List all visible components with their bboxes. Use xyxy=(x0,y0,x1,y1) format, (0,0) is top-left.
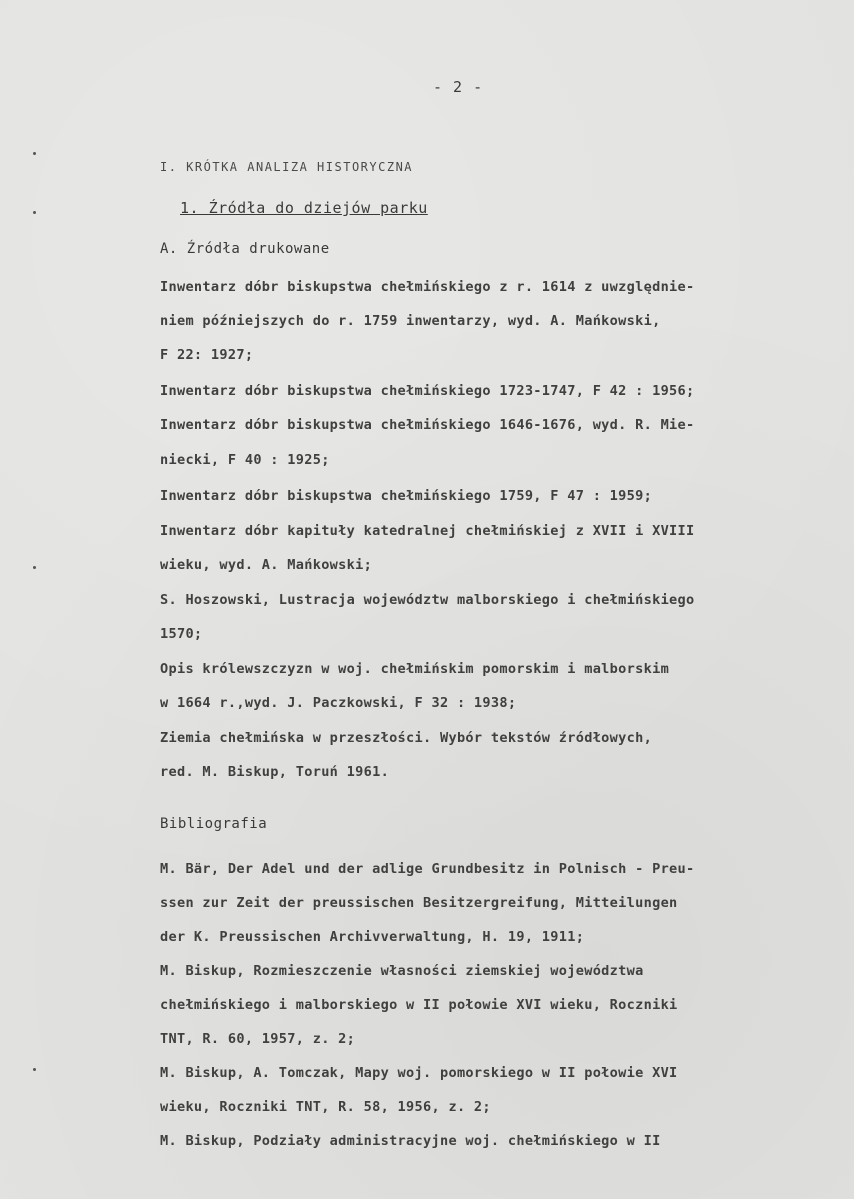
margin-mark xyxy=(33,566,36,569)
text-line: M. Biskup, Rozmieszczenie własności ziemskiej województwa xyxy=(160,963,644,979)
text-line: Ziemia chełmińska w przeszłości. Wybór tekstów źródłowych, xyxy=(160,730,653,746)
text-line: der K. Preussischen Archivverwaltung, H. 19, 1911; xyxy=(160,929,585,945)
text-line: chełmińskiego i malborskiego w II połowie XVI wieku, Roczniki xyxy=(160,997,678,1013)
text-line: ssen zur Zeit der preussischen Besitzergreifung, Mitteilungen xyxy=(160,895,678,911)
text-line: niecki, F 40 : 1925; xyxy=(160,452,330,468)
printed-sources-label: A. Źródła drukowane xyxy=(160,241,330,257)
text-line: Inwentarz dóbr biskupstwa chełmińskiego 1723-1747, F 42 : 1956; xyxy=(160,383,695,399)
text-line: Inwentarz dóbr biskupstwa chełmińskiego 1759, F 47 : 1959; xyxy=(160,488,653,504)
margin-mark xyxy=(33,211,36,214)
section-heading: 1. Źródła do dziejów parku xyxy=(180,199,428,217)
margin-mark xyxy=(33,1068,36,1071)
text-line: S. Hoszowski, Lustracja województw malborskiego i chełmińskiego xyxy=(160,592,695,608)
text-line: w 1664 r.,wyd. J. Paczkowski, F 32 : 1938; xyxy=(160,695,517,711)
text-line: Inwentarz dóbr kapituły katedralnej chełmińskiej z XVII i XVIII xyxy=(160,523,695,539)
text-line: 1570; xyxy=(160,626,203,642)
margin-mark xyxy=(33,152,36,155)
text-line: Inwentarz dóbr biskupstwa chełmińskiego 1646-1676, wyd. R. Mie- xyxy=(160,417,695,433)
text-line: M. Biskup, A. Tomczak, Mapy woj. pomorskiego w II połowie XVI xyxy=(160,1065,678,1081)
text-line: F 22: 1927; xyxy=(160,347,254,363)
text-line: wieku, Roczniki TNT, R. 58, 1956, z. 2; xyxy=(160,1099,491,1115)
text-line: niem późniejszych do r. 1759 inwentarzy, wyd. A. Mańkowski, xyxy=(160,313,661,329)
page-number: - 2 - xyxy=(433,78,484,96)
bibliography-label: Bibliografia xyxy=(160,816,268,832)
text-line: M. Bär, Der Adel und der adlige Grundbesitz in Polnisch - Preu- xyxy=(160,861,695,877)
text-line: red. M. Biskup, Toruń 1961. xyxy=(160,764,390,780)
text-line: TNT, R. 60, 1957, z. 2; xyxy=(160,1031,356,1047)
text-line: Opis królewszczyzn w woj. chełmińskim pomorskim i malborskim xyxy=(160,661,670,677)
text-line: M. Biskup, Podziały administracyjne woj. chełmińskiego w II xyxy=(160,1133,661,1149)
chapter-heading: I. KRÓTKA ANALIZA HISTORYCZNA xyxy=(160,160,414,174)
text-line: wieku, wyd. A. Mańkowski; xyxy=(160,557,373,573)
text-line: Inwentarz dóbr biskupstwa chełmińskiego z r. 1614 z uwzględnie- xyxy=(160,279,695,295)
